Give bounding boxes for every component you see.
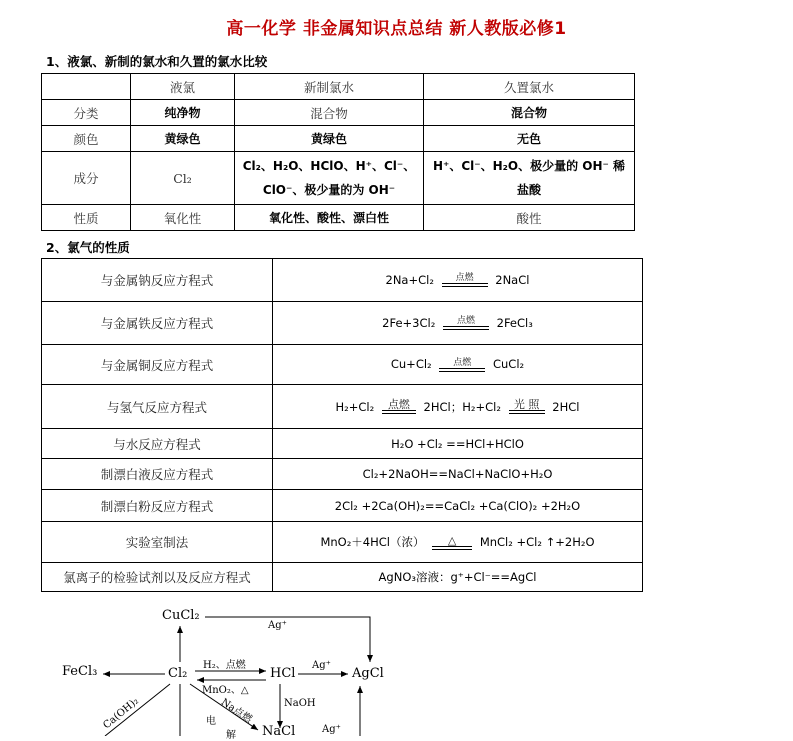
label-ag-plus-2: Ag⁺ [312, 660, 331, 671]
equation [273, 345, 643, 385]
chlorine-reaction-diagram [0, 600, 793, 741]
condition: 点燃 [456, 316, 475, 327]
products: 2FeCl₃ [496, 315, 533, 330]
row-label: 颜色 [42, 126, 131, 152]
reactants: MnO₂＋4HCl（浓） [320, 535, 425, 549]
reactants: Cu+Cl₂ [390, 357, 432, 372]
label-ag-plus-3: Ag⁺ [322, 724, 341, 735]
products: 2HCl；H₂+Cl₂ [423, 399, 501, 414]
header-aged-chlorine-water: 久置氯水 [424, 74, 635, 100]
row-label: 与水反应方程式 [42, 429, 273, 459]
products: MnCl₂ +Cl₂ ↑+2H₂O [479, 535, 595, 549]
chlorine-comparison-table [41, 73, 635, 231]
header-fresh-chlorine-water: 新制氯水 [235, 74, 424, 100]
condition: 点燃 [453, 357, 472, 368]
cell: 混合物 [235, 100, 424, 126]
reaction-arrow [432, 533, 472, 550]
row-label: 实验室制法 [42, 522, 273, 563]
label-electrolysis-1: 电 [206, 716, 216, 727]
equation [273, 385, 643, 429]
header-empty [42, 74, 131, 100]
equation: H₂O +Cl₂ ==HCl+HClO [273, 429, 643, 459]
node-cucl2: CuCl₂ [162, 608, 200, 623]
node-nacl: NaCl [262, 724, 296, 739]
row-label: 分类 [42, 100, 131, 126]
cell: 氧化性、酸性、漂白性 [235, 205, 424, 231]
products: 2NaCl [495, 272, 530, 287]
reaction-arrow [439, 358, 485, 372]
section2-heading: 2、氯气的性质 [46, 240, 130, 255]
reaction-arrow [382, 400, 416, 414]
equation [273, 259, 643, 302]
condition: 光 照 [513, 398, 540, 411]
cell: 黄绿色 [131, 126, 235, 152]
node-fecl3: FeCl₃ [62, 664, 98, 679]
reactants: H₂+Cl₂ [335, 399, 375, 414]
row-label: 制漂白粉反应方程式 [42, 490, 273, 522]
row-label: 与金属铁反应方程式 [42, 302, 273, 345]
cell: Cl₂ [131, 152, 235, 205]
condition: △ [447, 533, 457, 547]
reaction-arrow [443, 316, 489, 330]
cell: 混合物 [424, 100, 635, 126]
row-label: 性质 [42, 205, 131, 231]
equation [273, 522, 643, 563]
node-agcl: AgCl [352, 666, 384, 681]
products: CuCl₂ [492, 357, 525, 372]
row-label: 制漂白液反应方程式 [42, 459, 273, 490]
condition: 点燃 [387, 398, 410, 411]
reactants: 2Fe+3Cl₂ [382, 315, 436, 330]
cell: 氧化性 [131, 205, 235, 231]
equation: AgNO₃溶液：g⁺+Cl⁻==AgCl [273, 563, 643, 592]
row-label: 与金属铜反应方程式 [42, 345, 273, 385]
label-na-burn: Na点燃 [218, 696, 254, 726]
chlorine-properties-table [41, 258, 643, 592]
equation: 2Cl₂ +2Ca(OH)₂==CaCl₂ +Ca(ClO)₂ +2H₂O [273, 490, 643, 522]
label-caoh2: Ca(OH)₂ [101, 695, 141, 732]
cell: H⁺、Cl⁻、H₂O、极少量的 OH⁻ 稀盐酸 [424, 152, 635, 205]
label-h2-burn: H₂、点燃 [203, 660, 246, 671]
row-label: 氯离子的检验试剂以及反应方程式 [42, 563, 273, 592]
header-liquid-chlorine: 液氯 [131, 74, 235, 100]
row-label: 成分 [42, 152, 131, 205]
reaction-arrow [509, 400, 545, 414]
row-label: 与金属钠反应方程式 [42, 259, 273, 302]
equation: Cl₂+2NaOH==NaCl+NaClO+H₂O [273, 459, 643, 490]
equation [273, 302, 643, 345]
node-hcl: HCl [270, 666, 296, 681]
label-mno2-heat: MnO₂、△ [202, 685, 249, 696]
products: 2HCl [552, 399, 580, 414]
label-electrolysis-2: 解 [226, 730, 236, 741]
reactants: 2Na+Cl₂ [385, 272, 434, 287]
node-cl2: Cl₂ [168, 666, 188, 681]
cell: 无色 [424, 126, 635, 152]
page-title: 高一化学 非金属知识点总结 新人教版必修1 [226, 19, 567, 39]
cell: 黄绿色 [235, 126, 424, 152]
row-label: 与氢气反应方程式 [42, 385, 273, 429]
condition: 点燃 [455, 273, 474, 284]
reaction-arrow [442, 273, 488, 287]
label-ag-plus: Ag⁺ [268, 620, 287, 631]
cell: 纯净物 [131, 100, 235, 126]
section1-heading: 1、液氯、新制的氯水和久置的氯水比较 [46, 54, 268, 69]
cell: 酸性 [424, 205, 635, 231]
cell: Cl₂、H₂O、HClO、H⁺、Cl⁻、ClO⁻、极少量的为 OH⁻ [235, 152, 424, 205]
label-naoh: NaOH [284, 698, 316, 709]
